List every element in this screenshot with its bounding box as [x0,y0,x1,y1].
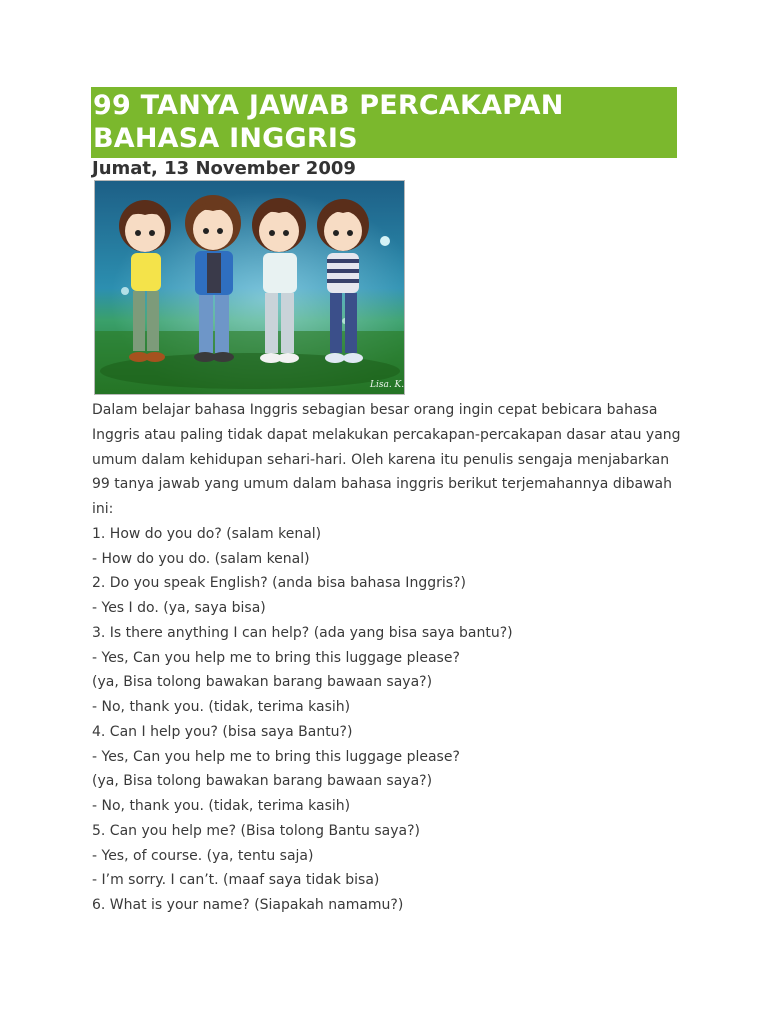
article-body [92,398,682,918]
qa-line: - How do you do. (salam kenal) [92,550,310,567]
qa-line: 2. Do you speak English? (anda bisa bahasa Inggris?) [92,575,466,592]
qa-line: 5. Can you help me? (Bisa tolong Bantu saya?) [92,822,421,839]
qa-line: (ya, Bisa tolong bawakan barang bawaan saya?) [92,773,433,790]
qa-line: - Yes I do. (ya, saya bisa) [92,600,266,616]
title-banner [91,87,677,158]
intro-line: umum dalam kehidupan sehari-hari. Oleh karena itu penulis sengaja menjabarkan [92,451,670,468]
intro-line: ini: [92,501,114,517]
intro-line: 99 tanya jawab yang umum dalam bahasa inggris berikut terjemahannya dibawah [92,476,672,493]
qa-line: - Yes, Can you help me to bring this luggage please? [92,649,460,666]
post-date: Jumat, 13 November 2009 [92,158,356,179]
qa-line: 1. How do you do? (salam kenal) [92,525,322,542]
qa-line: - Yes, Can you help me to bring this luggage please? [92,748,460,765]
signature-text: Lisa. K. [370,380,405,390]
qa-line: - No, thank you. (tidak, terima kasih) [92,798,351,814]
title-line-1: 99 TANYA JAWAB PERCAKAPAN [93,90,564,121]
intro-line: Inggris atau paling tidak dapat melakukan percakapan-percakapan dasar atau yang [92,426,681,443]
four-cartoon-boys-image [95,181,405,395]
qa-line: - No, thank you. (tidak, terima kasih) [92,699,351,715]
qa-line: 6. What is your name? (Siapakah namamu?) [92,897,404,913]
qa-line: (ya, Bisa tolong bawakan barang bawaan saya?) [92,674,433,691]
title-line-2: BAHASA INGGRIS [93,123,358,154]
qa-line: - I’m sorry. I can’t. (maaf saya tidak bisa) [92,872,380,889]
cartoon-illustration [94,180,405,395]
qa-line: 4. Can I help you? (bisa saya Bantu?) [92,723,353,740]
qa-line: - Yes, of course. (ya, tentu saja) [92,847,314,864]
intro-line: Dalam belajar bahasa Inggris sebagian besar orang ingin cepat bebicara bahasa [92,402,658,418]
qa-line: 3. Is there anything I can help? (ada yang bisa saya bantu?) [92,624,513,641]
